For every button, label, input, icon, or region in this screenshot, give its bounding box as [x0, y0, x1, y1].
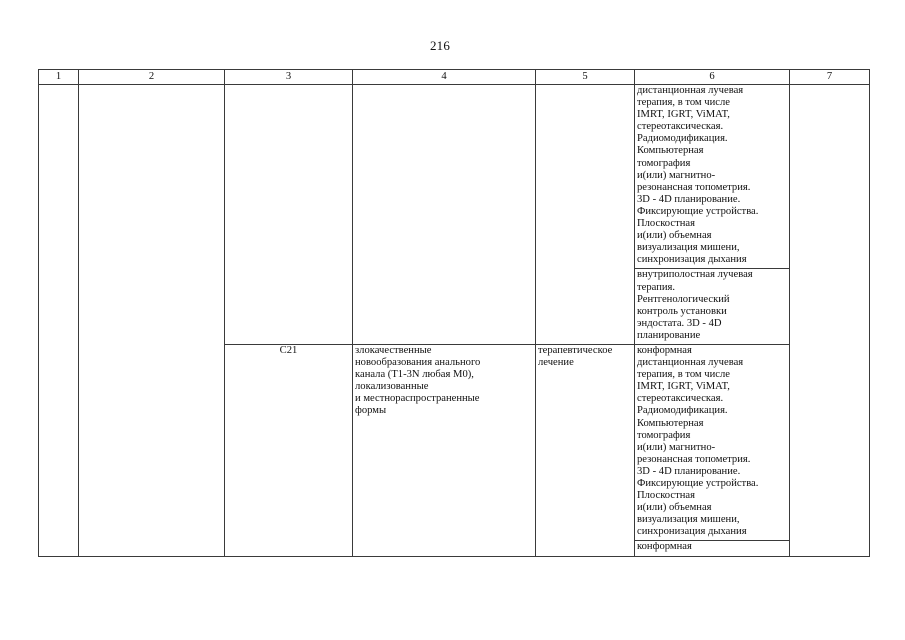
- column-header-7: 7: [790, 70, 870, 85]
- column-header-3: 3: [225, 70, 353, 85]
- diagnosis-code-cell: C21: [225, 344, 353, 557]
- column-header-6: 6: [635, 70, 790, 85]
- cell-col4-empty: [353, 85, 536, 345]
- method-cell: конформная дистанционная лучевая терапия, в том числе IMRT, IGRT, ViMAT, стереотаксическая. Радиомодификация. Компьютерная томография и(или) магнитно- резонансная топометрия. 3D - 4D планирование. Фиксирующие устройства. Плоскостная и(или) объемная визуализация мишени, синхронизация дыхания: [635, 344, 790, 541]
- cell-col3-empty: [225, 85, 353, 345]
- page-number: 216: [429, 38, 451, 53]
- column-header-1: 1: [39, 70, 79, 85]
- column-header-4: 4: [353, 70, 536, 85]
- method-cell: дистанционная лучевая терапия, в том числе IMRT, IGRT, ViMAT, стереотаксическая. Радиомодификация. Компьютерная томография и(или) магнитно- резонансная топометрия. 3D - 4D планирование. Фиксирующие устройства. Плоскостная и(или) объемная визуализация мишени, синхронизация дыхания: [635, 85, 790, 269]
- treatment-type-cell: терапевтическое лечение: [536, 344, 635, 557]
- medical-care-table-wrapper: [38, 69, 869, 557]
- cell-col7-empty: [790, 85, 870, 557]
- cell-col1-empty: [39, 85, 79, 557]
- column-number-row: [39, 70, 870, 85]
- column-header-5: 5: [536, 70, 635, 85]
- method-cell: конформная: [635, 541, 790, 557]
- method-cell: внутриполостная лучевая терапия. Рентгенологический контроль установки эндостата. 3D - 4D планирование: [635, 269, 790, 345]
- table-row: [39, 85, 870, 269]
- cell-col5-empty: [536, 85, 635, 345]
- cell-col2-empty: [79, 85, 225, 557]
- medical-care-table: [38, 69, 870, 557]
- column-header-2: 2: [79, 70, 225, 85]
- diagnosis-description-cell: злокачественные новообразования анального канала (T1-3N любая M0), локализованные и местнораспространенные формы: [353, 344, 536, 557]
